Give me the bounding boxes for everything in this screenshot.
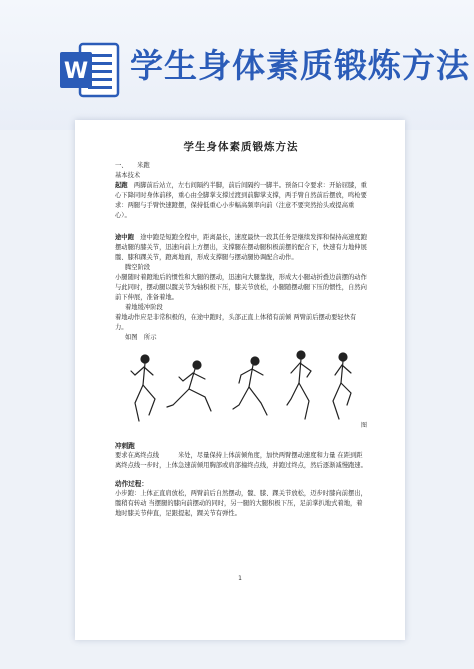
landing-text: 着地动作应是非常积极的，在途中跑时，头部正直上体稍有前倾 两臂前后摆动要轻快有力。	[115, 314, 357, 331]
phase-airborne: 腾空阶段	[125, 264, 151, 271]
airborne-text: 小腿随时着蹬地后的惯性和大腿的摆动，迅速向大腿靠拢，形成大小腿动折叠边前摆的动作 与此同时，摆动腿以髋关节为轴积极下压，膝关节放松，小腿随摆动腿下压的惯性，自然向前下伸展，准备着地。	[115, 274, 367, 301]
phase-landing: 着地缓冲阶段	[125, 304, 163, 311]
figure-caption: 如图 所示	[125, 334, 157, 341]
page-title: 学生身体素质锻炼方法	[130, 46, 470, 85]
svg-text:W: W	[63, 59, 89, 84]
word-doc-icon	[58, 40, 122, 100]
mid-label: 途中跑	[115, 234, 134, 241]
section-number: 一、	[115, 162, 125, 169]
section-title: 米跑	[137, 162, 150, 169]
runner-figure	[115, 345, 367, 437]
sprint-text: 要求在离终点线 米处，尽量保持上体前倾角度，加快两臂摆动速度和力量 在距到距离终点线一步时，上体急速前倾用胸部或肩部撞终点线，并跑过终点，然后逐渐减慢跑速。	[115, 452, 367, 469]
sprint-heading: 冲刺跑	[115, 442, 135, 450]
subheading-basic: 基本技术	[115, 172, 141, 179]
document-title: 学生身体素质锻炼方法	[183, 141, 299, 153]
runner-illustration	[115, 345, 367, 437]
process-text: 小步跑：上体正直肩放松，两臂前后自然摆动，髋、膝、踝关节放松，迈步时膝向前摆出，髋稍有转动 当摆腿的膝向前摆动的同时，另一腿的大腿积极下压，足前掌扒地式着地，着地时膝关节伸直，足跟提起，踝关节有弹性。	[115, 490, 367, 517]
page-number: 1	[238, 575, 242, 582]
start-text: 两脚前后站立，左右间隔约半脚，前后间隔约一脚半。预备口令要求：开始屈膝，重心下降同时身体前移，重心由全脚掌支撑过渡到前脚掌支撑，两手臂自然前后摆放，鸣枪要求：两腿与手臂快速蹬摆，保持低重心小步幅高频率向前（注意不要突然抬头或提高重心）。	[115, 182, 367, 219]
process-heading: 动作过程：	[115, 480, 148, 488]
mid-text: 途中跑是短跑全程中，距离最长，速度最快一段其任务是继续发挥和保持高速度跑 摆动腿的膝关节，迅速向前上方摆出，支撑腿在摆动腿积极前摆的配合下，快速有力地伸展髋、膝和踝关节，蹬离地面，形成支撑腿与摆动腿协调配合动作。	[115, 234, 367, 261]
figure-label: 图	[360, 422, 367, 429]
header-banner	[0, 0, 474, 130]
document-page	[75, 120, 405, 640]
document-body	[115, 142, 367, 519]
start-label: 起跑	[115, 182, 128, 189]
